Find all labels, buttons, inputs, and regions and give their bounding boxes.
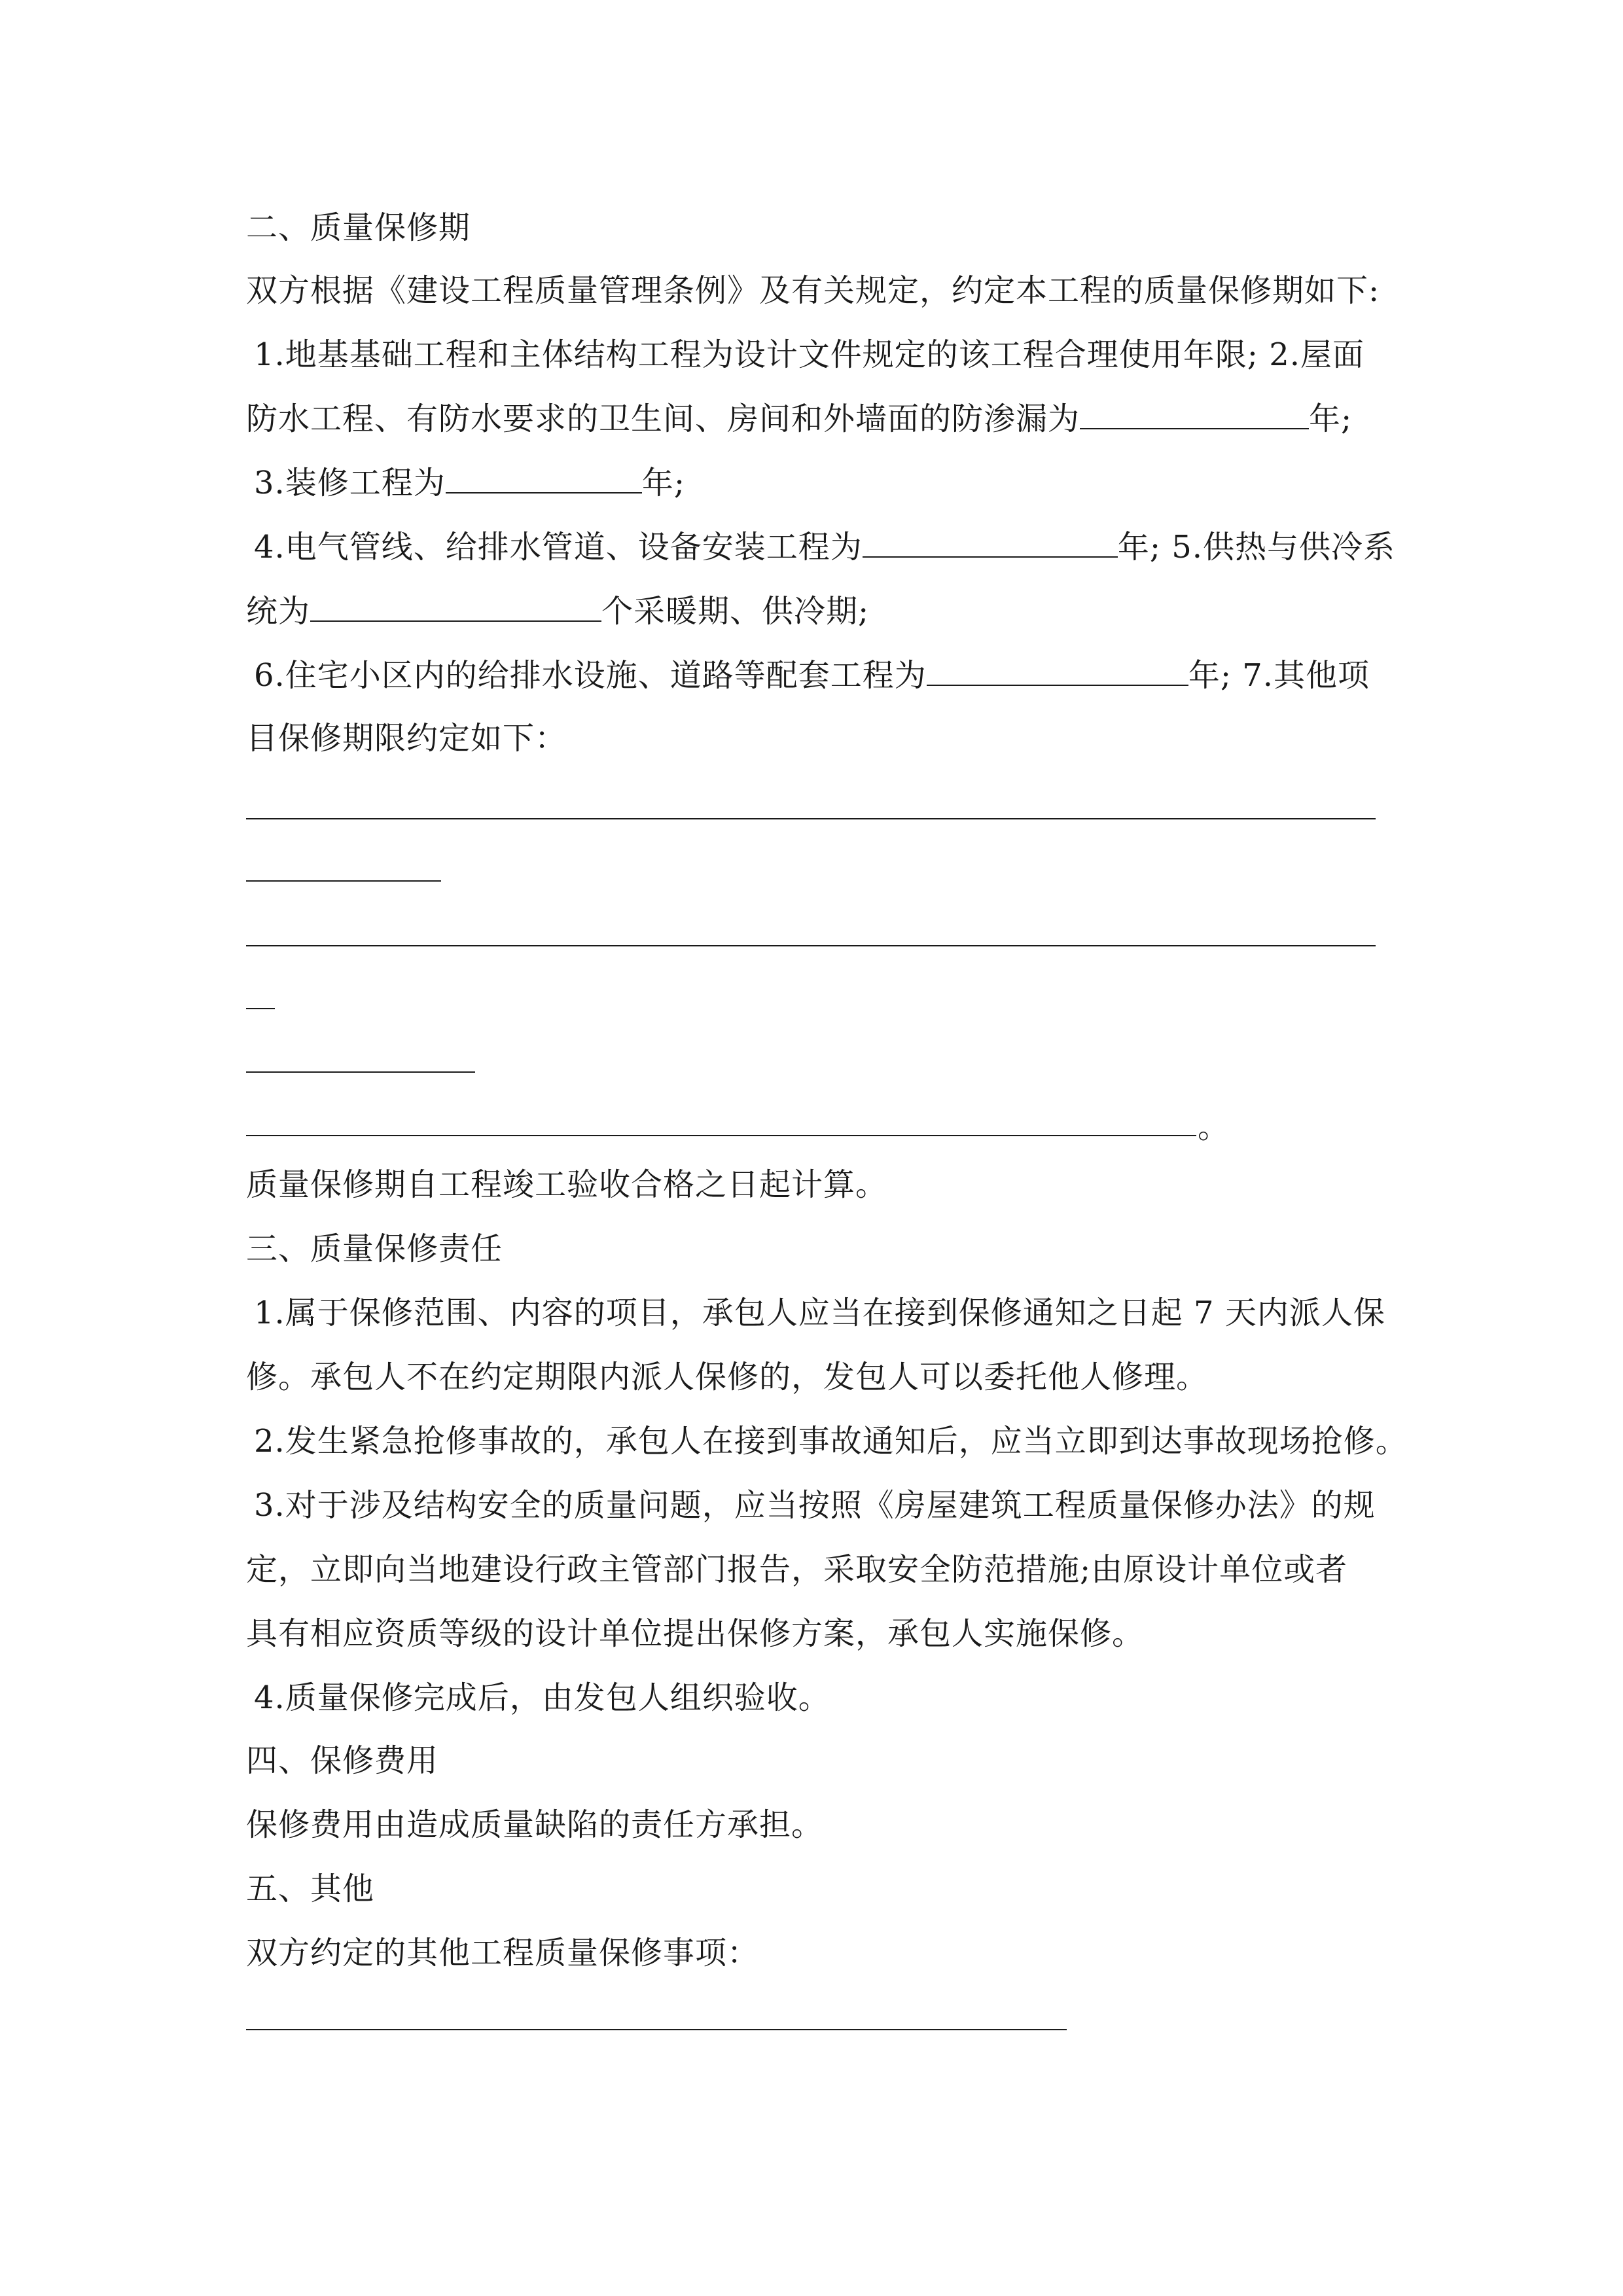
section-3-heading: 三、质量保修责任 (246, 1230, 503, 1267)
item-3-line (254, 463, 685, 503)
item-2-line (246, 399, 1352, 439)
facilities-years-blank[interactable] (927, 656, 1188, 686)
other-items-blank-line-5[interactable] (246, 1071, 475, 1073)
section-4-heading: 四、保修费用 (246, 1742, 439, 1779)
item-3-text: 3.装修工程为 (254, 465, 446, 501)
item-5-suffix: 个采暖期、供冷期; (601, 593, 870, 630)
item-4-text: 4.电气管线、给排水管道、设备安装工程为 (254, 529, 863, 565)
responsibility-2: 2.发生紧急抢修事故的，承包人在接到事故通知后，应当立即到达事故现场抢修。 (254, 1423, 1408, 1460)
other-items-blank-line-4[interactable] (246, 1008, 275, 1009)
electrical-years-blank[interactable] (863, 528, 1118, 558)
waterproof-years-blank[interactable] (1080, 399, 1309, 429)
other-items-blank-line-3[interactable] (246, 945, 1376, 946)
warranty-start-note: 质量保修期自工程竣工验收合格之日起计算。 (246, 1166, 888, 1203)
other-items-blank-line-6[interactable] (246, 1135, 1196, 1136)
other-items-blank-line-2[interactable] (246, 880, 441, 882)
section-2-intro: 双方根据《建设工程质量管理条例》及有关规定，约定本工程的质量保修期如下: (246, 272, 1380, 309)
item-3-suffix: 年; (641, 465, 685, 501)
responsibility-1-line-2: 修。承包人不在约定期限内派人保修的，发包人可以委托他人修理。 (246, 1359, 1209, 1395)
decoration-years-blank[interactable] (446, 463, 642, 493)
item-5-text: 统为 (246, 593, 311, 630)
item-7-line: 目保修期限约定如下： (246, 720, 567, 757)
item-6-line (254, 656, 1370, 695)
responsibility-3-line-3: 具有相应资质等级的设计单位提出保修方案，承包人实施保修。 (246, 1615, 1145, 1652)
heating-periods-blank[interactable] (310, 592, 601, 622)
section-5-heading: 五、其他 (246, 1871, 375, 1907)
other-matters-blank-line[interactable] (246, 2029, 1067, 2030)
item-6-suffix: 年; 7.其他项 (1188, 657, 1370, 694)
responsibility-3-line-1: 3.对于涉及结构安全的质量问题，应当按照《房屋建筑工程质量保修办法》的规 (254, 1487, 1376, 1524)
responsibility-4: 4.质量保修完成后，由发包人组织验收。 (254, 1679, 830, 1716)
responsibility-1-line-1: 1.属于保修范围、内容的项目，承包人应当在接到保修通知之日起 7 天内派人保 (254, 1295, 1385, 1331)
other-items-end-mark: 。 (1198, 1109, 1230, 1145)
item-4-line (254, 528, 1395, 567)
section-4-text: 保修费用由造成质量缺陷的责任方承担。 (246, 1806, 824, 1843)
other-items-blank-line-1[interactable] (246, 818, 1376, 819)
section-5-text: 双方约定的其他工程质量保修事项： (246, 1935, 760, 1971)
item-2-suffix: 年; (1309, 401, 1353, 437)
item-1-line: 1.地基基础工程和主体结构工程为设计文件规定的该工程合理使用年限; 2.屋面 (254, 336, 1365, 373)
section-2-heading: 二、质量保修期 (246, 209, 471, 246)
responsibility-3-line-2: 定，立即向当地建设行政主管部门报告，采取安全防范措施;由原设计单位或者 (246, 1551, 1348, 1588)
item-4-suffix: 年; 5.供热与供冷系 (1117, 529, 1396, 565)
item-2-text: 防水工程、有防水要求的卫生间、房间和外墙面的防渗漏为 (246, 401, 1080, 437)
item-5-line (246, 592, 869, 631)
item-6-text: 6.住宅小区内的给排水设施、道路等配套工程为 (254, 657, 927, 694)
